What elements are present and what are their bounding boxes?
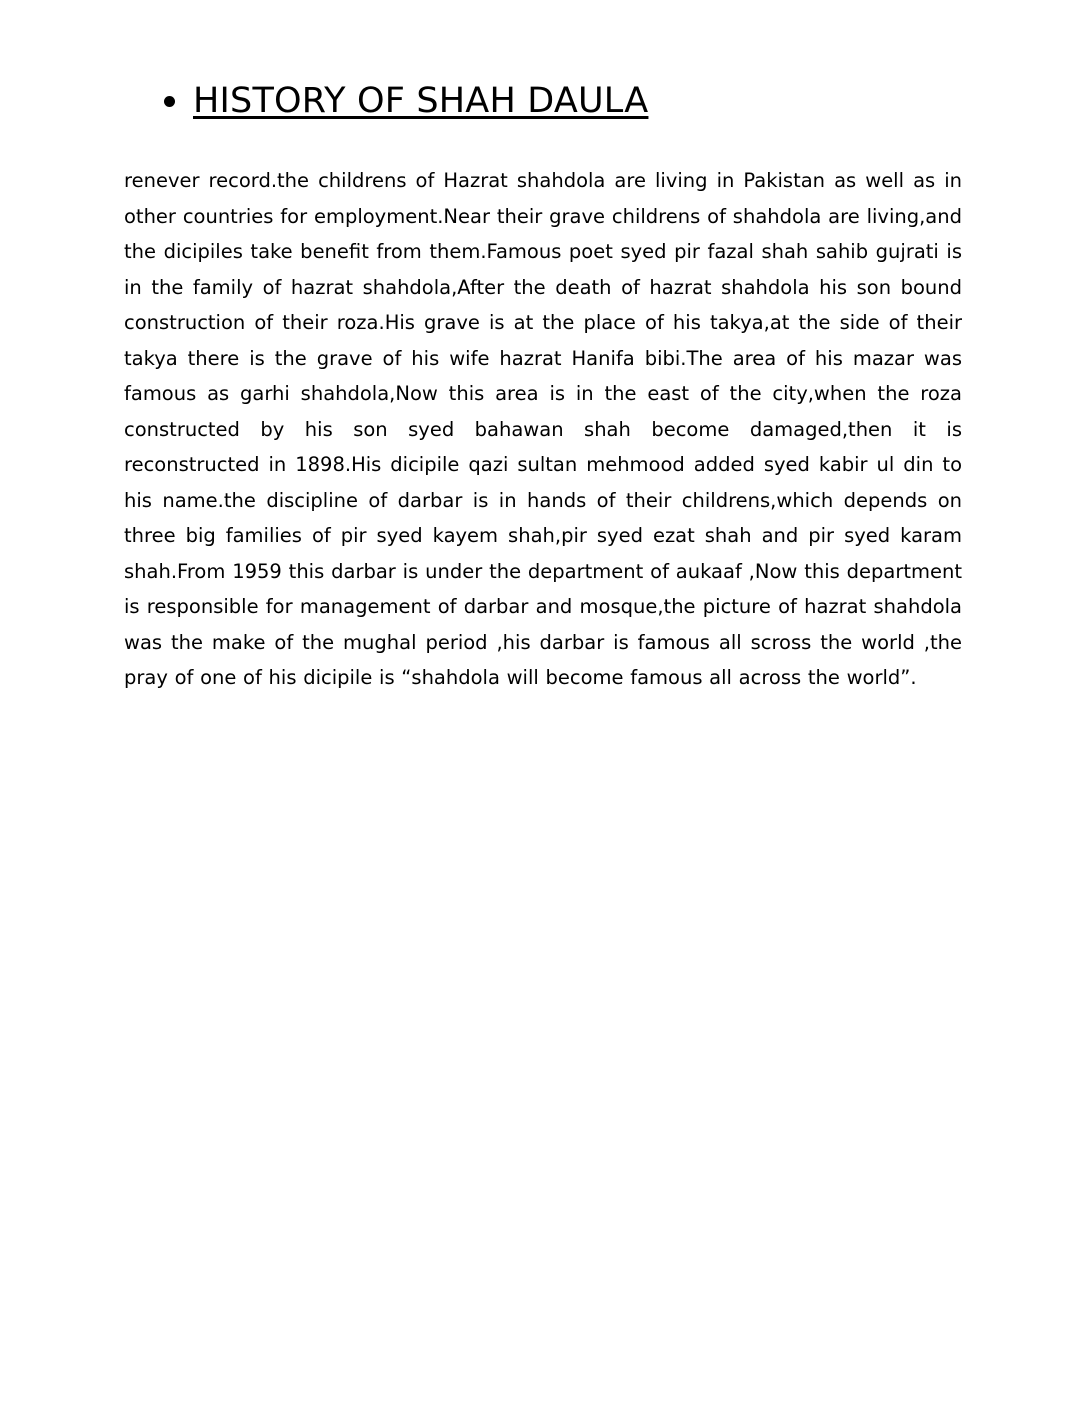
bullet-dot-icon xyxy=(164,96,175,107)
page-title-row xyxy=(164,60,962,144)
page-title: HISTORY OF SHAH DAULA xyxy=(193,81,649,122)
document-content xyxy=(124,60,962,715)
body-paragraph: renever record.the childrens of Hazrat shahdola are living in Pakistan as well as in other countries for employment.Near their grave childrens of shahdola are living,and the dicipiles take benefit from them.Famous poet syed pir fazal shah sahib gujrati is in the family of hazrat shahdola,After the death of hazrat shahdola his son bound construction of their roza.His grave is at the place of his takya,at the side of their takya there is the grave of his wife hazrat Hanifa bibi.The area of his mazar was famous as garhi shahdola,Now this area is in the east of the city,when the roza constructed by his son syed bahawan shah become damaged,then it is reconstructed in 1898.His dicipile qazi sultan mehmood added syed kabir ul din to his name.the discipline of darbar is in hands of their childrens,which depends on three big families of pir syed kayem shah,pir syed ezat shah and pir syed karam shah.From 1959 this darbar is under the department of aukaaf ,Now this department is responsible for management of darbar and mosque,the picture of hazrat shahdola was the make of the mughal period ,his darbar is famous all scross the world ,the pray of one of his dicipile is “shahdola will become famous all across the world”. xyxy=(124,169,962,690)
